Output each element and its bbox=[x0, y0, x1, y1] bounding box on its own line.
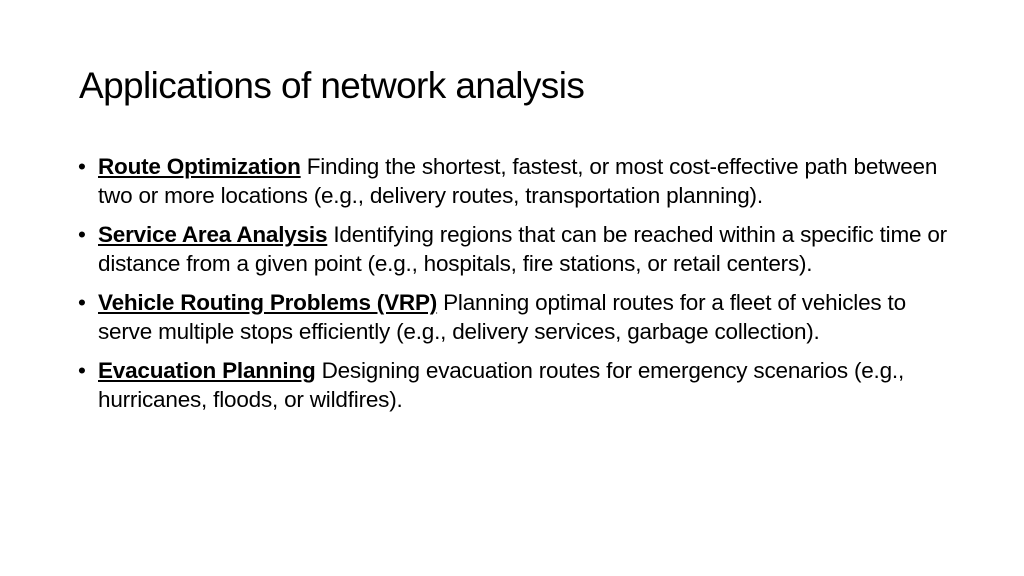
slide-title: Applications of network analysis bbox=[79, 65, 585, 106]
bullet-term: Route Optimization bbox=[98, 154, 301, 179]
bullet-term: Evacuation Planning bbox=[98, 358, 316, 383]
bullet-term: Vehicle Routing Problems (VRP) bbox=[98, 290, 438, 315]
bullet-item-vehicle-routing-problems bbox=[78, 288, 958, 346]
bullet-list bbox=[78, 152, 958, 424]
bullet-text: Designing evacuation routes for emergency scenarios (e.g., hurricanes, floods, or wildfires). bbox=[98, 358, 905, 412]
bullet-text: Planning optimal routes for a fleet of vehicles to serve multiple stops efficiently (e.g., delivery services, garbage collection). bbox=[98, 290, 906, 344]
bullet-item-service-area-analysis bbox=[78, 220, 958, 278]
bullet-text: Finding the shortest, fastest, or most cost-effective path between two or more locations (e.g., delivery routes, transportation planning). bbox=[98, 154, 938, 208]
bullet-term: Service Area Analysis bbox=[98, 222, 328, 247]
bullet-item-evacuation-planning bbox=[78, 356, 958, 414]
bullet-item-route-optimization bbox=[78, 152, 958, 210]
bullet-text: Identifying regions that can be reached within a specific time or distance from a given point (e.g., hospitals, fire stations, or retail centers). bbox=[98, 222, 947, 276]
